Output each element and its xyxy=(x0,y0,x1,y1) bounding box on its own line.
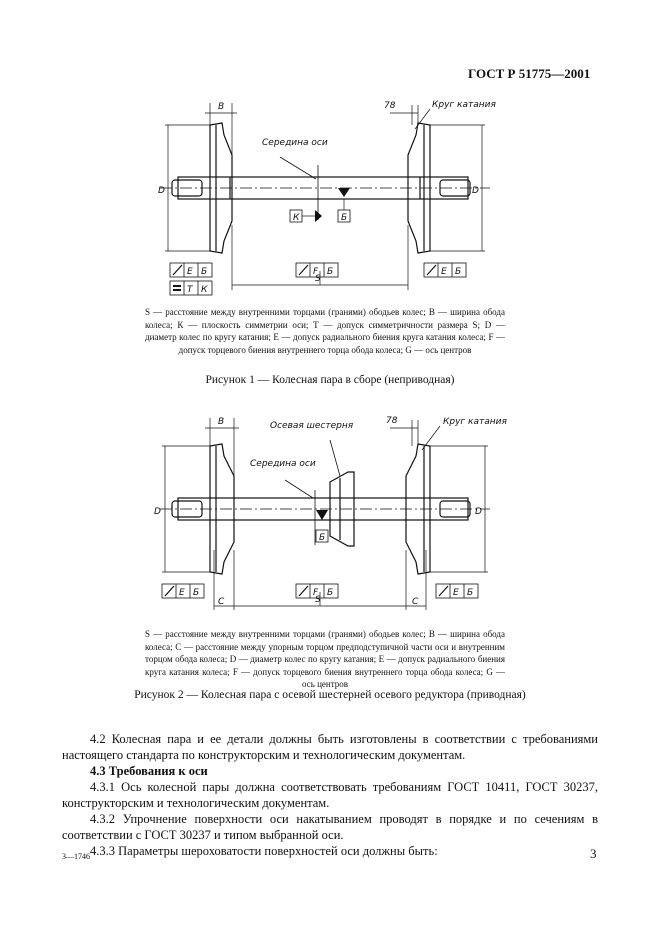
dim-c-right: С xyxy=(412,597,419,607)
figure-1-caption: Рисунок 1 — Колесная пара в сборе (неприводная) xyxy=(205,374,455,386)
label-rolling-circle: Круг катания xyxy=(443,417,507,427)
label-rolling-circle: Круг катания xyxy=(432,100,496,110)
tol-right-g: Б xyxy=(455,267,462,277)
dim-d-right: D xyxy=(475,507,482,517)
dim-b: В xyxy=(218,102,225,112)
tol-mid-f: F xyxy=(313,267,319,277)
label-axle-middle: Середина оси xyxy=(250,459,316,469)
label-k: К xyxy=(293,213,300,223)
dim-d-left: D xyxy=(154,507,161,517)
figure-2-legend: S — расстояние между внутренними торцами (гранями) ободьев колес; В — ширина обода колеса; С — расстояние между упорным торцом предподступичной части оси и внутренним торцом обода колеса; D — диаметр колес по кругу катания; Е — допуск радиального биения круга катания колеса; F — допуск торцевого биения внутреннего торца обода колеса; G — ось центров xyxy=(145,629,505,689)
label-g: Б xyxy=(341,213,348,223)
label-g: Б xyxy=(319,533,326,543)
print-code: 3—1746 xyxy=(62,852,90,861)
dim-d-left: D xyxy=(158,186,165,196)
tol-left-e: Е xyxy=(179,588,185,598)
tol-left-g: Б xyxy=(193,588,200,598)
paragraph-4-2: 4.2 Колесная пара и ее детали должны быть изготовлены в соответствии с требованиями настоящего стандарта по конструкторским и технологическим документам. xyxy=(62,732,598,762)
tol-mid-f: F xyxy=(313,588,319,598)
paragraph-4-3-3: 4.3.3 Параметры шероховатости поверхностей оси должны быть: xyxy=(90,844,438,858)
tol-left-g: Б xyxy=(201,267,208,277)
label-axle-middle: Середина оси xyxy=(262,138,328,148)
dim-s: S xyxy=(315,595,321,605)
figure-2-drawing xyxy=(150,410,520,640)
figure-2-caption: Рисунок 2 — Колесная пара с осевой шестерней осевого редуктора (приводная) xyxy=(134,689,526,701)
tol-mid-g: Б xyxy=(327,267,334,277)
dim-78: 78 xyxy=(386,416,398,426)
label-axle-gear: Осевая шестерня xyxy=(270,421,354,431)
figure-1-drawing xyxy=(150,95,520,325)
tol-left-e: Е xyxy=(187,267,193,277)
dim-s: S xyxy=(315,274,321,284)
tol-right-g: Б xyxy=(467,588,474,598)
dim-d-right: D xyxy=(472,186,479,196)
tol-sym-k: К xyxy=(201,285,208,295)
page-number: 3 xyxy=(590,846,597,861)
tol-mid-g: Б xyxy=(327,588,334,598)
tol-right-e: Е xyxy=(441,267,447,277)
standard-number: ГОСТ Р 51775—2001 xyxy=(468,66,591,81)
figure-1-legend: S — расстояние между внутренними торцами (гранями) ободьев колес; В — ширина обода колеса; К — плоскость симметрии оси; Т — допуск симметричности размера S; D — диаметр колес по кругу катания; Е — допуск радиального биения круга катания колеса; F — допуск торцевого биения внутреннего торца обода колеса; G — ось центров xyxy=(145,307,505,355)
heading-4-3: 4.3 Требования к оси xyxy=(90,764,208,778)
paragraph-4-3-2: 4.3.2 Упрочнение поверхности оси накатыванием проводят в порядке и по сечениям в соответствии с ГОСТ 30237 и типом выбранной оси. xyxy=(62,812,598,842)
tol-sym-t: Т xyxy=(187,285,193,295)
tol-right-e: Е xyxy=(453,588,459,598)
dim-c-left: С xyxy=(218,597,225,607)
dim-b: В xyxy=(218,417,225,427)
paragraph-4-3-1: 4.3.1 Ось колесной пары должна соответствовать требованиям ГОСТ 10411, ГОСТ 30237, конструкторским и технологическим документам. xyxy=(62,780,598,810)
dim-78: 78 xyxy=(384,101,396,111)
